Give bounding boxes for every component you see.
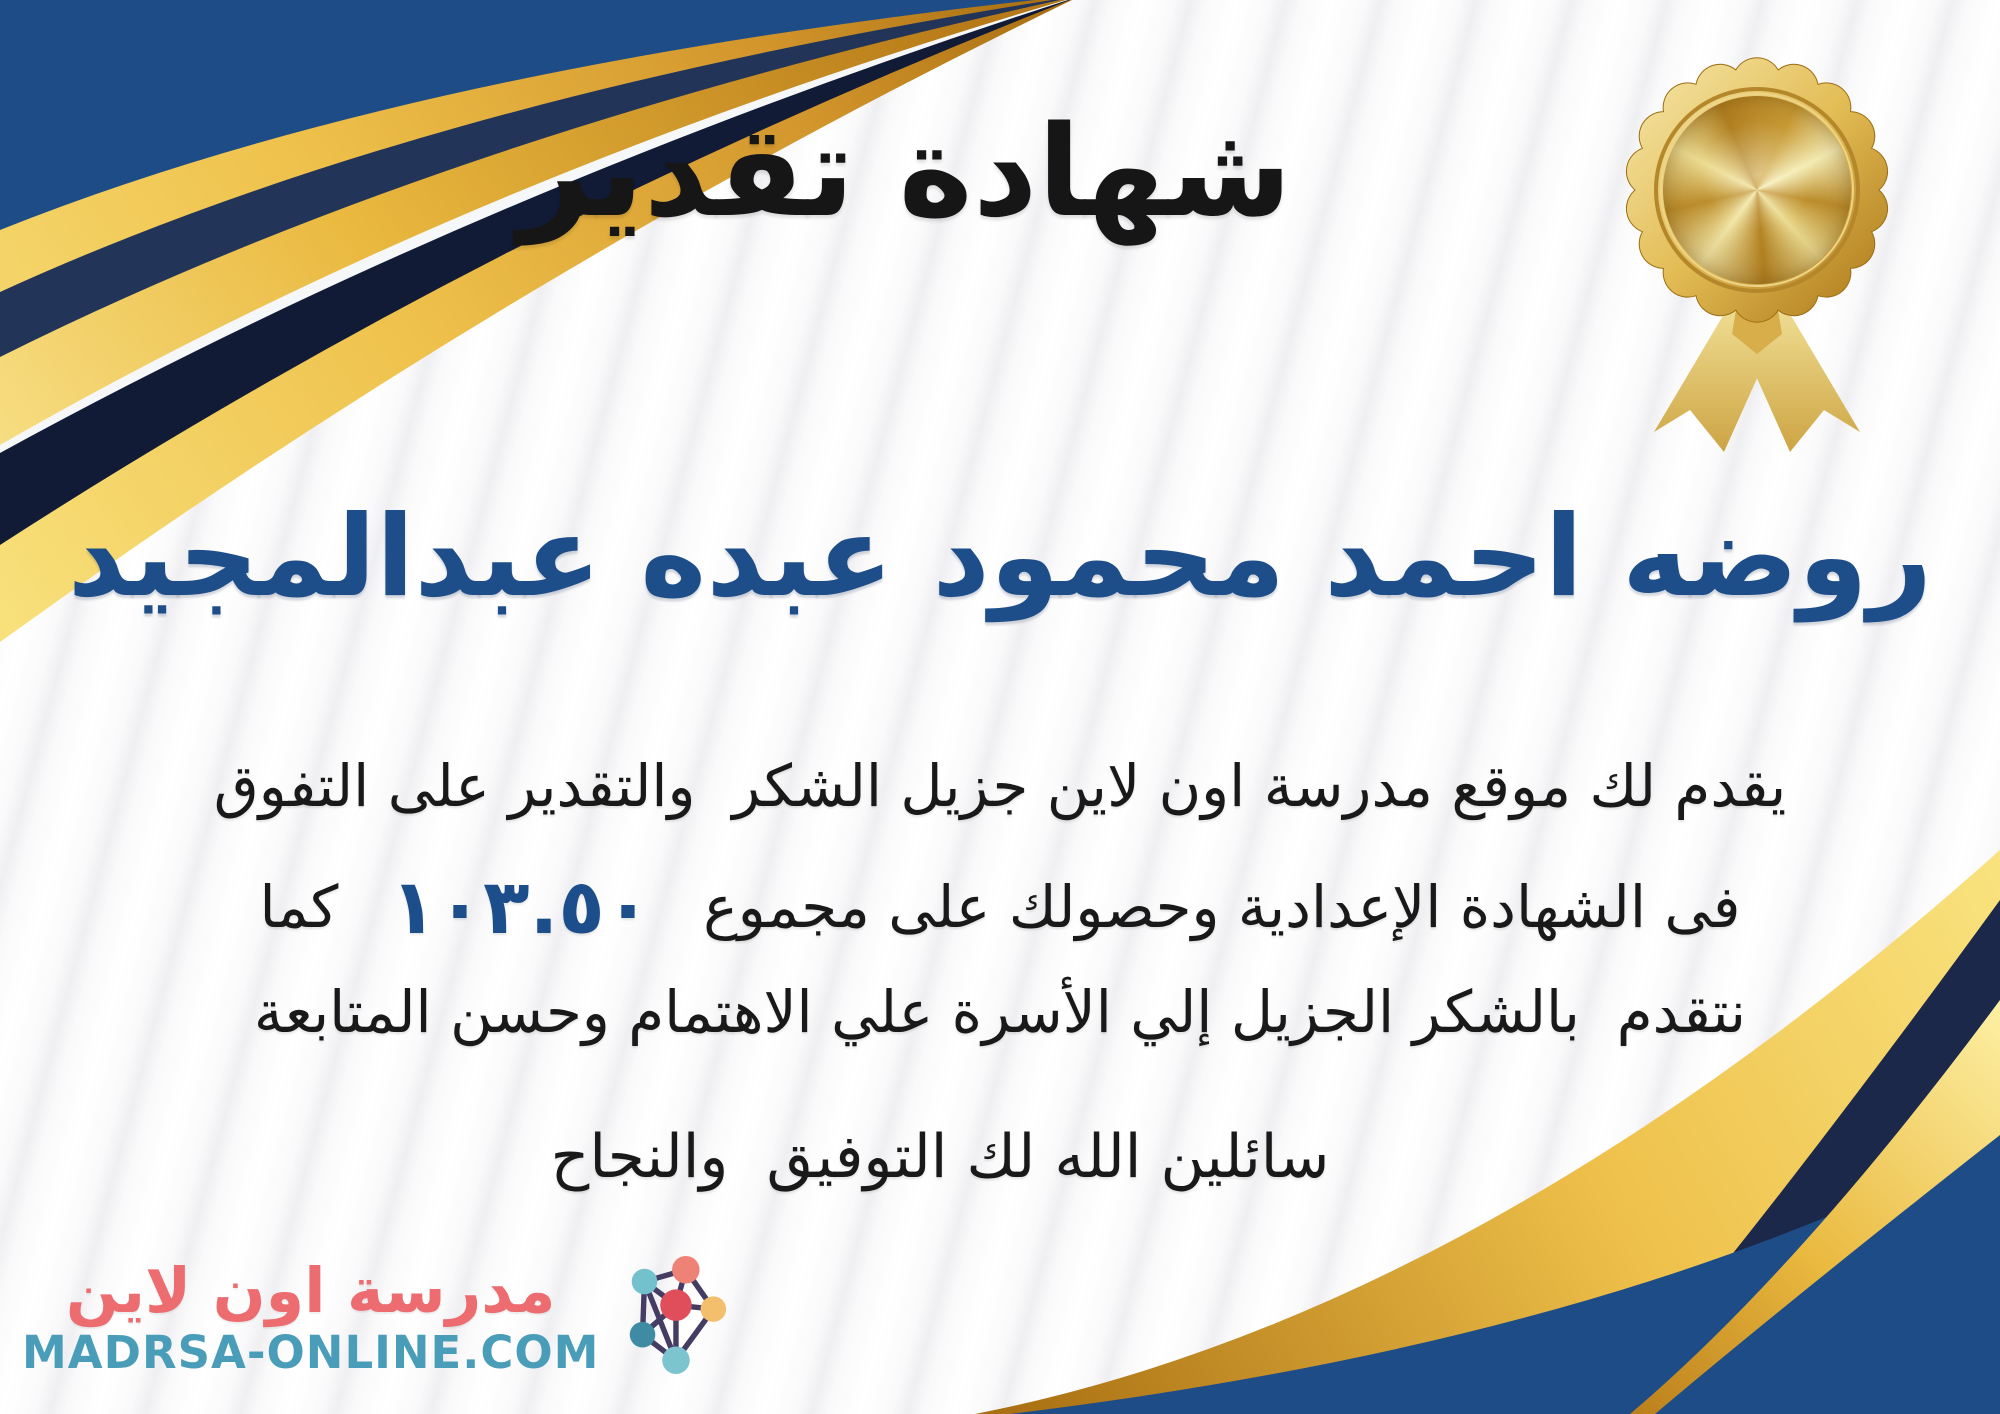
body-line-1: يقدم لك موقع مدرسة اون لاين جزيل الشكر والتقدير على التفوق [213,752,1787,820]
site-domain: MADRSA-ONLINE.COM [22,1325,600,1379]
body-line-3: نتقدم بالشكر الجزيل إلي الأسرة علي الاهتمام وحسن المتابعة [253,978,1747,1046]
body-line-2 [0,862,2000,951]
site-logo [22,1248,733,1386]
site-name-arabic: مدرسة اون لاين [65,1253,556,1327]
network-logo-icon [615,1248,733,1386]
body-line-2-after: كما [259,873,339,941]
student-name: روضه احمد محمود عبده عبدالمجيد [67,492,1933,622]
body-line-2-before: فى الشهادة الإعدادية وحصولك على مجموع [703,873,1741,941]
certificate-title: شهادة تقدير [518,98,1292,245]
closing-line: سائلين الله لك التوفيق والنجاح [550,1122,1330,1192]
score-value: ١٠٣.٥٠ [390,862,652,951]
